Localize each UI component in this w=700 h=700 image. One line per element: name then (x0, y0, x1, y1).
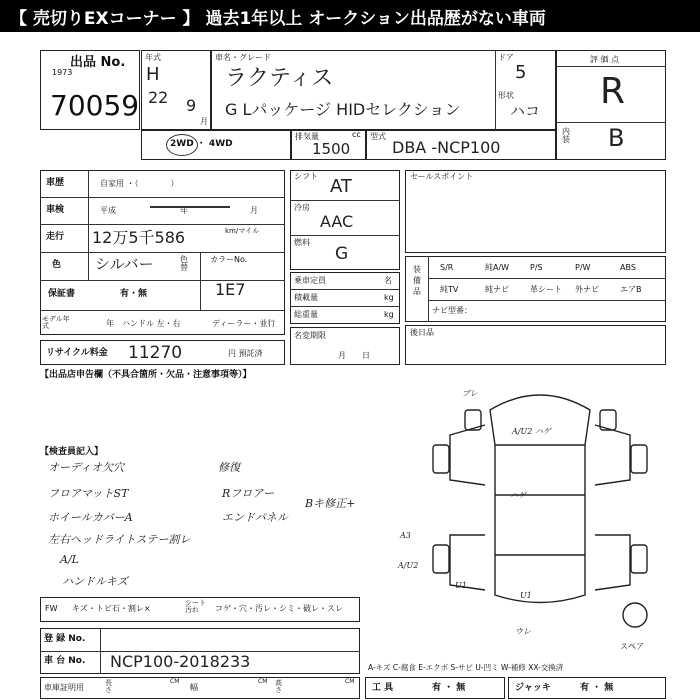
chassis-label: 車 台 No. (44, 656, 86, 666)
inspector-note: ハンドルキズ (62, 575, 128, 588)
equipment-item: 純TV (440, 285, 459, 294)
year-month: 9 (186, 96, 197, 115)
diagram-mark-5: A/U2 (398, 561, 419, 570)
gross-label: 総重量 (294, 310, 318, 319)
model-year-label: モデル年式 (42, 315, 70, 330)
cert-cm2: CM (258, 678, 268, 685)
cert-box (40, 677, 360, 699)
shift-label: シフト (294, 172, 318, 181)
tools-label: 工 具 (372, 683, 394, 693)
fw-text: キズ・トビ石・割レ× (72, 604, 151, 613)
model-label: 型式 (370, 132, 386, 141)
cert-cm1: CM (170, 678, 180, 685)
fuel-value: G (335, 244, 349, 264)
spare-label: スペア (620, 642, 644, 651)
lot-sub: 1973 (52, 68, 73, 77)
inspector-note: Bキ修正+ (305, 497, 356, 510)
diagram-mark-6: U1 (455, 581, 467, 590)
diagram-mark-4: A3 (400, 531, 411, 540)
shift-value: AT (330, 176, 352, 197)
inspector-note: A/L (60, 553, 79, 566)
displacement-unit: cc (352, 130, 361, 139)
inspection-year: 年 (180, 206, 188, 215)
reg-no-label: 登 録 No. (44, 634, 86, 644)
inspector-note: 修復 (218, 461, 240, 474)
reg-unit: 月日 (338, 351, 386, 360)
cert-long: 長さ (105, 679, 112, 694)
dealer: ディーラー・並行 (212, 319, 276, 328)
color-label: 色 (52, 260, 62, 270)
ac-value: AAC (320, 212, 354, 231)
navi-label: ナビ型番： (432, 306, 472, 315)
jack-label: ジャッキ (515, 683, 551, 693)
diagram-mark-1: ブレ (462, 389, 478, 398)
history-value: 自家用 ・（ ） (100, 179, 179, 188)
recycle-label: リサイクル料金 (46, 348, 108, 358)
reg-label: 名変期限 (294, 331, 326, 340)
grade: G Lパッケージ HIDセレクション (225, 100, 461, 119)
cert-cm3: CM (345, 678, 355, 685)
history-label: 車歴 (46, 178, 65, 188)
sales-label: セールスポイント (410, 172, 474, 181)
inspector-note: 左右ヘッドライトステー割レ (48, 533, 191, 546)
color-change: 色替 (180, 255, 188, 272)
ac-label: 冷房 (294, 203, 310, 212)
recycle-value: 11270 (128, 343, 183, 363)
handle: ハンドル 左・右 (122, 319, 181, 328)
load-label: 積載量 (294, 293, 318, 302)
cert-height: 高さ (275, 679, 282, 694)
drive-options: 2WD ・ 4WD (170, 139, 233, 149)
mileage-label: 走行 (46, 232, 65, 242)
inspection-label: 車検 (46, 205, 65, 215)
diagram-mark-8: ウレ (515, 627, 531, 636)
color-no: 1E7 (215, 280, 246, 299)
rating-label: 評 価 点 (590, 55, 620, 64)
doors-value: 5 (515, 62, 527, 83)
interior-value: B (608, 124, 625, 152)
rating-value: R (600, 71, 626, 112)
diagram-mark-3: ハゲ (510, 491, 526, 500)
warranty-value: 有・無 (120, 289, 148, 299)
capacity-label: 乗車定員 (294, 276, 326, 285)
inspector-note: オーディオ欠穴 (48, 461, 125, 474)
report-title: 【出品店申告欄（不具合箇所・欠品・注意事項等）】 (40, 370, 252, 380)
inspector-note: フロアマットST (48, 487, 129, 500)
inspector-note: ホイールカバーA (48, 511, 133, 524)
fw-label: FW (45, 604, 58, 613)
equipment-item: P/S (530, 263, 543, 272)
tools-value: 有 ・ 無 (432, 683, 466, 693)
year-label: 年式 (145, 53, 161, 62)
lot-label: 出品 No. (70, 55, 126, 70)
diagram-mark-2: A/U2 ハゲ (512, 427, 551, 436)
year-year: 22 (148, 88, 169, 107)
color-value: シルバー (95, 255, 154, 273)
inspection-month: 月 (250, 206, 258, 215)
equipment-item: 革シート (530, 285, 562, 294)
inspector-note: エンドパネル (222, 511, 288, 524)
equipment-item: S/R (440, 263, 454, 272)
equipment-item: 純ナビ (485, 285, 509, 294)
page-header (0, 0, 700, 32)
shape-value: ハコ (510, 102, 541, 120)
equipment-item: エアB (620, 285, 642, 294)
after-box (405, 325, 666, 365)
fw-condition: コゲ・穴・汚レ・シミ・破レ・スレ (215, 604, 343, 613)
recycle-unit: 円 預託済 (228, 349, 263, 358)
equipment-item: 純A/W (485, 263, 510, 272)
equipment-label: 装備品 (413, 265, 421, 297)
lot-number: 70059 (50, 89, 140, 122)
displacement-value: 1500 (312, 140, 351, 158)
shape-label: 形状 (498, 91, 514, 100)
header-title: 【 売切りEXコーナー 】 過去1年以上 オークション出品歴がない車両 (10, 8, 546, 29)
gross-unit: kg (384, 310, 394, 319)
legend: A-キズ C-腐食 E-エクボ S-サビ U-凹ミ W-補修 XX-交換済 (368, 663, 564, 672)
car-name: ラクティス (225, 66, 334, 91)
jack-value: 有 ・ 無 (580, 683, 614, 693)
car-diagram (395, 385, 695, 640)
interior-label: 内装 (562, 127, 570, 144)
model-value: DBA -NCP100 (392, 138, 501, 157)
fw-sheet: シート汚れ (185, 599, 206, 614)
mileage-unit: km/マイル (225, 227, 260, 235)
capacity-unit: 名 (384, 276, 392, 285)
mileage-value: 12万5千586 (92, 228, 186, 247)
displacement-label: 排気量 (295, 132, 319, 141)
fuel-label: 燃料 (294, 238, 310, 247)
chassis-value: NCP100-2018233 (110, 652, 251, 671)
diagram-mark-7: U1 (520, 591, 532, 600)
inspection-era: 平成 (100, 206, 116, 215)
color-no-label: カラーNo. (210, 255, 248, 264)
equipment-item: ABS (620, 263, 636, 272)
model-year-unit: 年 (106, 319, 114, 328)
warranty-label: 保証書 (48, 289, 76, 299)
load-unit: kg (384, 293, 394, 302)
inspector-label: 【検査員記入】 (40, 447, 104, 457)
name-label: 車名・グレード (215, 53, 271, 62)
equipment-item: 外ナビ (575, 285, 599, 294)
year-unit: 月 (200, 117, 208, 126)
cert-width: 幅 (190, 683, 198, 692)
inspector-note: Rフロアー (222, 487, 274, 500)
doors-label: ドア (498, 53, 514, 62)
after-label: 後日品 (410, 328, 434, 337)
equipment-item: P/W (575, 263, 591, 272)
sales-box (405, 170, 666, 253)
year-era: H (146, 64, 160, 85)
cert-label: 車庫証明用 (44, 683, 84, 692)
